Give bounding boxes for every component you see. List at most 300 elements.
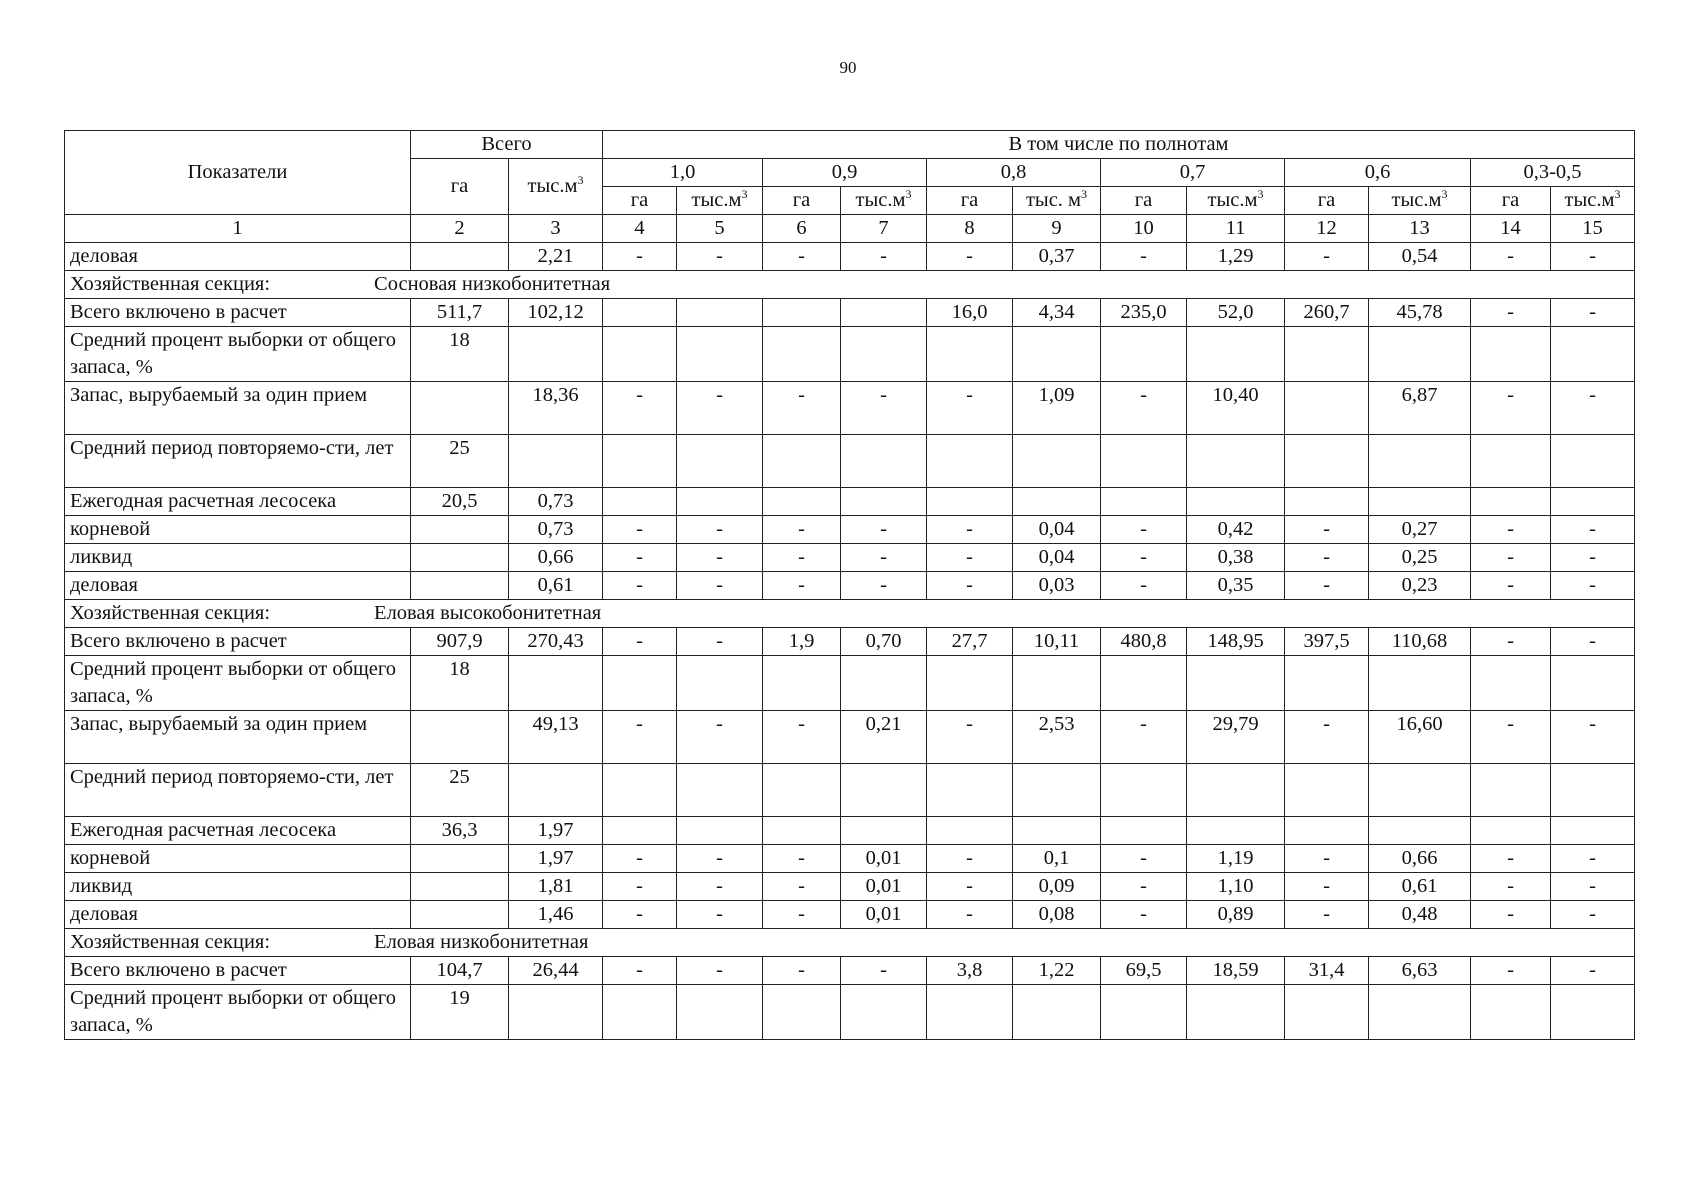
table-cell: [1013, 656, 1101, 711]
table-cell: [1285, 488, 1369, 516]
table-cell: [1471, 327, 1551, 382]
table-cell: -: [1285, 901, 1369, 929]
column-number: 5: [677, 215, 763, 243]
column-number: 10: [1101, 215, 1187, 243]
table-cell: [1369, 435, 1471, 488]
table-cell: [603, 764, 677, 817]
table-cell: [411, 243, 509, 271]
table-cell: -: [1285, 873, 1369, 901]
table-cell: [509, 327, 603, 382]
table-cell: [1551, 327, 1635, 382]
table-cell: [1369, 488, 1471, 516]
table-cell: -: [1101, 901, 1187, 929]
table-cell: -: [1101, 572, 1187, 600]
table-cell: 1,19: [1187, 845, 1285, 873]
table-cell: 148,95: [1187, 628, 1285, 656]
table-cell: [603, 299, 677, 327]
header-unit-volume: тыс. $м^3$: [1013, 187, 1101, 215]
row-label: Запас, вырубаемый за один прием: [65, 382, 411, 435]
table-cell: 0,1: [1013, 845, 1101, 873]
table-row: [65, 817, 1635, 845]
table-cell: [1551, 488, 1635, 516]
table-row: [65, 628, 1635, 656]
table-cell: -: [677, 628, 763, 656]
table-cell: 6,87: [1369, 382, 1471, 435]
section-title: Еловая низкобонитетная: [374, 931, 589, 953]
table-cell: -: [603, 572, 677, 600]
table-cell: 1,81: [509, 873, 603, 901]
table-cell: -: [677, 901, 763, 929]
row-label: Ежегодная расчетная лесосека: [65, 488, 411, 516]
table-cell: [1101, 435, 1187, 488]
table-cell: -: [1471, 243, 1551, 271]
table-cell: [1013, 435, 1101, 488]
table-cell: 260,7: [1285, 299, 1369, 327]
table-cell: 0,04: [1013, 544, 1101, 572]
header-density: 0,6: [1285, 159, 1471, 187]
table-cell: -: [677, 382, 763, 435]
row-label: корневой: [65, 845, 411, 873]
column-number: 2: [411, 215, 509, 243]
table-cell: -: [677, 845, 763, 873]
header-unit-ha: га: [1285, 187, 1369, 215]
header-density: 0,9: [763, 159, 927, 187]
table-cell: [1369, 327, 1471, 382]
header-unit-ha: га: [927, 187, 1013, 215]
table-cell: [841, 488, 927, 516]
table-cell: [1551, 817, 1635, 845]
table-cell: 6,63: [1369, 957, 1471, 985]
table-cell: -: [841, 243, 927, 271]
table-cell: 235,0: [1101, 299, 1187, 327]
table-row: [65, 901, 1635, 929]
table-cell: 0,09: [1013, 873, 1101, 901]
column-number: 9: [1013, 215, 1101, 243]
header-unit-volume: $тыс.м^3$: [841, 187, 927, 215]
table-cell: -: [1551, 243, 1635, 271]
table-cell: [841, 299, 927, 327]
header-unit-ha: га: [1471, 187, 1551, 215]
table-cell: -: [1285, 544, 1369, 572]
table-cell: [1285, 656, 1369, 711]
table-cell: 16,60: [1369, 711, 1471, 764]
table-cell: [677, 488, 763, 516]
table-cell: [1187, 656, 1285, 711]
header-unit-volume: $тыс.м^3$: [677, 187, 763, 215]
header-unit-ha: га: [603, 187, 677, 215]
table-cell: [677, 817, 763, 845]
section-cell: [65, 929, 1635, 957]
table-cell: -: [1551, 628, 1635, 656]
table-row: [65, 516, 1635, 544]
table-cell: [1285, 764, 1369, 817]
section-prefix: Хозяйственная секция:: [70, 602, 271, 624]
table-cell: [1551, 435, 1635, 488]
table-body: [65, 243, 1635, 1040]
table-cell: -: [603, 901, 677, 929]
table-cell: 907,9: [411, 628, 509, 656]
row-label: корневой: [65, 516, 411, 544]
table-cell: -: [603, 516, 677, 544]
table-cell: 18,36: [509, 382, 603, 435]
table-row: [65, 656, 1635, 711]
header-unit-ha: га: [763, 187, 841, 215]
table-cell: -: [927, 243, 1013, 271]
table-cell: [763, 985, 841, 1040]
table-cell: [1013, 764, 1101, 817]
table-cell: -: [763, 544, 841, 572]
table-cell: [411, 711, 509, 764]
table-cell: [1369, 656, 1471, 711]
section-prefix: Хозяйственная секция:: [70, 931, 271, 953]
table-cell: 27,7: [927, 628, 1013, 656]
table-cell: 0,48: [1369, 901, 1471, 929]
table-cell: [763, 764, 841, 817]
header-unit-volume: $тыс.м^3$: [1369, 187, 1471, 215]
table-cell: 0,25: [1369, 544, 1471, 572]
table-header: [65, 131, 1635, 243]
table-cell: -: [603, 957, 677, 985]
row-label: Средний процент выборки от общего запаса, %: [65, 327, 411, 382]
table-row: [65, 764, 1635, 817]
table-cell: [1471, 817, 1551, 845]
table-cell: 0,73: [509, 516, 603, 544]
table-cell: -: [763, 572, 841, 600]
table-cell: 25: [411, 435, 509, 488]
table-cell: 0,66: [1369, 845, 1471, 873]
table-cell: -: [603, 845, 677, 873]
table-cell: [677, 327, 763, 382]
table-cell: -: [677, 516, 763, 544]
table-cell: 0,23: [1369, 572, 1471, 600]
table-cell: 18,59: [1187, 957, 1285, 985]
row-label: деловая: [65, 572, 411, 600]
section-prefix: Хозяйственная секция:: [70, 273, 271, 295]
table-cell: 2,21: [509, 243, 603, 271]
table-cell: [1187, 327, 1285, 382]
table-cell: [603, 435, 677, 488]
table-cell: 1,22: [1013, 957, 1101, 985]
table-cell: [677, 299, 763, 327]
table-cell: 0,73: [509, 488, 603, 516]
table-cell: [1101, 817, 1187, 845]
row-label: ликвид: [65, 544, 411, 572]
header-unit-volume: $тыс.м^3$: [1551, 187, 1635, 215]
table-cell: 0,66: [509, 544, 603, 572]
header-unit-volume: $тыс.м^3$: [1187, 187, 1285, 215]
table-cell: 0,61: [509, 572, 603, 600]
table-cell: -: [763, 845, 841, 873]
table-cell: 1,29: [1187, 243, 1285, 271]
table-cell: -: [1101, 873, 1187, 901]
table-row: [65, 299, 1635, 327]
table-cell: -: [1471, 845, 1551, 873]
table-cell: -: [763, 873, 841, 901]
table-cell: 4,34: [1013, 299, 1101, 327]
table-cell: [763, 656, 841, 711]
table-cell: -: [1551, 711, 1635, 764]
table-cell: -: [1551, 299, 1635, 327]
header-unit-ha: га: [1101, 187, 1187, 215]
table-cell: 1,97: [509, 817, 603, 845]
table-cell: 0,04: [1013, 516, 1101, 544]
table-cell: [1369, 764, 1471, 817]
table-row: [65, 382, 1635, 435]
table-cell: [1471, 985, 1551, 1040]
table-cell: 1,97: [509, 845, 603, 873]
table-cell: [603, 985, 677, 1040]
table-cell: [411, 845, 509, 873]
header-total: Всего: [411, 131, 603, 159]
row-label: Средний период повторяемо-сти, лет: [65, 435, 411, 488]
table-cell: -: [1101, 516, 1187, 544]
table-cell: [1471, 764, 1551, 817]
table-cell: [1101, 764, 1187, 817]
table-cell: [603, 488, 677, 516]
table-cell: 1,09: [1013, 382, 1101, 435]
table-cell: -: [1471, 572, 1551, 600]
table-cell: -: [1101, 243, 1187, 271]
column-number: 12: [1285, 215, 1369, 243]
table-row: [65, 544, 1635, 572]
table-cell: -: [1101, 711, 1187, 764]
table-cell: -: [603, 873, 677, 901]
table-cell: -: [841, 544, 927, 572]
section-cell: [65, 271, 1635, 299]
table-cell: [1013, 327, 1101, 382]
section-row: [65, 271, 1635, 299]
table-cell: 0,35: [1187, 572, 1285, 600]
table-cell: -: [927, 711, 1013, 764]
table-cell: 397,5: [1285, 628, 1369, 656]
row-label: Всего включено в расчет: [65, 957, 411, 985]
table-cell: [603, 656, 677, 711]
table-cell: -: [1551, 957, 1635, 985]
header-density: 0,3-0,5: [1471, 159, 1635, 187]
table-cell: 0,89: [1187, 901, 1285, 929]
table-cell: 110,68: [1369, 628, 1471, 656]
table-cell: [1471, 656, 1551, 711]
row-label: деловая: [65, 243, 411, 271]
table-row: [65, 711, 1635, 764]
table-cell: -: [1471, 873, 1551, 901]
table-cell: -: [927, 572, 1013, 600]
table-cell: -: [1551, 382, 1635, 435]
table-cell: -: [1285, 516, 1369, 544]
table-cell: -: [927, 516, 1013, 544]
table-cell: -: [927, 382, 1013, 435]
table-cell: [509, 764, 603, 817]
table-cell: [677, 764, 763, 817]
table-cell: -: [841, 382, 927, 435]
table-cell: [677, 985, 763, 1040]
header-total-volume: $тыс.м^3$: [509, 159, 603, 215]
table-cell: -: [1471, 711, 1551, 764]
table-row: [65, 488, 1635, 516]
section-title: Сосновая низкобонитетная: [374, 273, 611, 295]
table-cell: -: [677, 711, 763, 764]
table-cell: -: [1101, 544, 1187, 572]
table-cell: [1101, 656, 1187, 711]
table-cell: [411, 901, 509, 929]
table-cell: -: [1101, 845, 1187, 873]
table-cell: [927, 817, 1013, 845]
table-cell: 1,46: [509, 901, 603, 929]
table-cell: -: [677, 243, 763, 271]
table-cell: [763, 488, 841, 516]
table-cell: [1101, 327, 1187, 382]
table-cell: [1471, 488, 1551, 516]
row-label: Запас, вырубаемый за один прием: [65, 711, 411, 764]
table-cell: 0,54: [1369, 243, 1471, 271]
column-number: 7: [841, 215, 927, 243]
table-cell: -: [677, 957, 763, 985]
column-number: 4: [603, 215, 677, 243]
table-cell: [1285, 327, 1369, 382]
table-cell: [509, 985, 603, 1040]
table-cell: 0,08: [1013, 901, 1101, 929]
table-cell: 0,27: [1369, 516, 1471, 544]
table-cell: -: [927, 845, 1013, 873]
column-number: 14: [1471, 215, 1551, 243]
table-cell: -: [841, 957, 927, 985]
table-cell: [1369, 985, 1471, 1040]
row-label: Всего включено в расчет: [65, 628, 411, 656]
table-cell: -: [1471, 901, 1551, 929]
table-cell: [1551, 656, 1635, 711]
table-cell: [1187, 817, 1285, 845]
table-row: [65, 243, 1635, 271]
table-cell: [763, 817, 841, 845]
table-cell: [1285, 985, 1369, 1040]
column-number: 11: [1187, 215, 1285, 243]
allowable-cut-table: [64, 130, 1635, 1040]
table-cell: [1285, 817, 1369, 845]
table-cell: -: [1471, 382, 1551, 435]
table-cell: 102,12: [509, 299, 603, 327]
section-row: [65, 929, 1635, 957]
table-cell: 0,42: [1187, 516, 1285, 544]
table-cell: [603, 817, 677, 845]
table-cell: -: [603, 544, 677, 572]
column-number: 8: [927, 215, 1013, 243]
column-number: 6: [763, 215, 841, 243]
table-cell: -: [763, 516, 841, 544]
table-cell: -: [1471, 544, 1551, 572]
table-cell: 18: [411, 327, 509, 382]
table-cell: [411, 544, 509, 572]
table-cell: 0,01: [841, 845, 927, 873]
column-number: 13: [1369, 215, 1471, 243]
table-row: [65, 873, 1635, 901]
table-row: [65, 985, 1635, 1040]
table-cell: -: [1471, 957, 1551, 985]
table-cell: 45,78: [1369, 299, 1471, 327]
table-cell: -: [1101, 382, 1187, 435]
table-cell: -: [927, 544, 1013, 572]
table-cell: [677, 656, 763, 711]
table-cell: -: [1471, 299, 1551, 327]
table-cell: [841, 435, 927, 488]
section-title: Еловая высокобонитетная: [374, 602, 602, 624]
table-cell: [1187, 435, 1285, 488]
table-cell: -: [603, 628, 677, 656]
table-cell: -: [1551, 901, 1635, 929]
table-cell: [841, 764, 927, 817]
table-cell: 69,5: [1101, 957, 1187, 985]
table-cell: [841, 817, 927, 845]
table-cell: -: [763, 243, 841, 271]
table-cell: [509, 435, 603, 488]
table-cell: 26,44: [509, 957, 603, 985]
row-label: Средний процент выборки от общего запаса, %: [65, 985, 411, 1040]
table-cell: [1013, 488, 1101, 516]
table-cell: [927, 656, 1013, 711]
row-label: Всего включено в расчет: [65, 299, 411, 327]
column-number: 3: [509, 215, 603, 243]
table-cell: -: [1551, 516, 1635, 544]
table-cell: [411, 873, 509, 901]
table-row: [65, 572, 1635, 600]
table-cell: 25: [411, 764, 509, 817]
table-cell: -: [763, 711, 841, 764]
table-cell: [1551, 985, 1635, 1040]
section-row: [65, 600, 1635, 628]
header-density: 1,0: [603, 159, 763, 187]
table-cell: -: [1285, 243, 1369, 271]
table-cell: 49,13: [509, 711, 603, 764]
header-indicators: Показатели: [65, 131, 411, 215]
table-cell: [927, 985, 1013, 1040]
table-cell: [927, 764, 1013, 817]
table-row: [65, 327, 1635, 382]
table-cell: [1285, 382, 1369, 435]
table-cell: [1187, 488, 1285, 516]
table-cell: 480,8: [1101, 628, 1187, 656]
header-density: 0,7: [1101, 159, 1285, 187]
row-label: деловая: [65, 901, 411, 929]
table-cell: -: [677, 572, 763, 600]
table-cell: 3,8: [927, 957, 1013, 985]
page-number: 90: [839, 58, 857, 77]
table-cell: -: [1285, 845, 1369, 873]
table-cell: [411, 572, 509, 600]
table-cell: [763, 299, 841, 327]
table-cell: -: [841, 572, 927, 600]
header-total-ha: га: [411, 159, 509, 215]
table-cell: [1013, 817, 1101, 845]
table-row: [65, 435, 1635, 488]
table-cell: [927, 435, 1013, 488]
table-cell: [841, 656, 927, 711]
table-cell: 0,37: [1013, 243, 1101, 271]
table-cell: 16,0: [927, 299, 1013, 327]
table-cell: 36,3: [411, 817, 509, 845]
table-cell: [411, 516, 509, 544]
table-cell: 0,61: [1369, 873, 1471, 901]
table-row: [65, 845, 1635, 873]
table-cell: -: [1551, 845, 1635, 873]
table-cell: -: [927, 873, 1013, 901]
column-number: 1: [65, 215, 411, 243]
table-cell: [1471, 435, 1551, 488]
table-cell: -: [603, 711, 677, 764]
table-cell: -: [677, 873, 763, 901]
table-cell: -: [603, 243, 677, 271]
table-cell: 0,01: [841, 901, 927, 929]
row-label: ликвид: [65, 873, 411, 901]
table-cell: 511,7: [411, 299, 509, 327]
